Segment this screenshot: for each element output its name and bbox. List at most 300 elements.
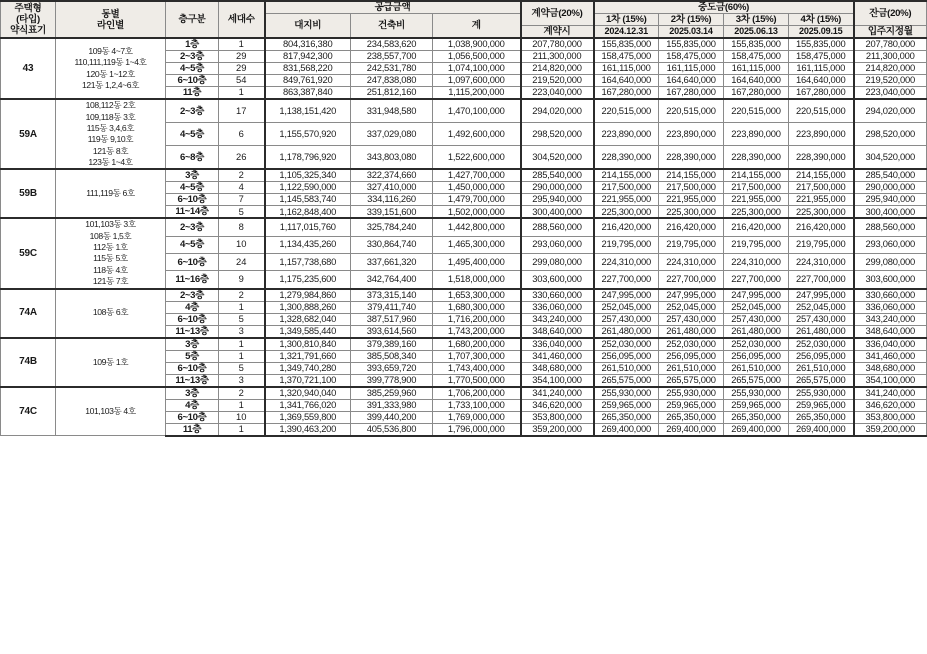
cell-interim-4: 227,700,000 [789, 271, 854, 289]
cell-building-cost: 339,151,600 [351, 206, 433, 219]
cell-interim-4: 158,475,000 [789, 51, 854, 63]
cell-supply-total: 1,770,500,000 [433, 374, 521, 387]
cell-interim-1: 220,515,000 [594, 99, 659, 123]
cell-supply-total: 1,653,300,000 [433, 289, 521, 302]
cell-unit-count: 26 [219, 146, 265, 170]
cell-contract-deposit: 330,660,000 [521, 289, 594, 302]
cell-floor-range: 6~10층 [166, 411, 219, 423]
cell-unit-count: 6 [219, 123, 265, 146]
table-row [1, 338, 927, 351]
cell-interim-3: 261,510,000 [724, 362, 789, 374]
cell-interim-4: 265,350,000 [789, 411, 854, 423]
header-unit-count: 세대수 [219, 1, 265, 38]
cell-contract-deposit: 348,680,000 [521, 362, 594, 374]
cell-interim-4: 257,430,000 [789, 313, 854, 325]
cell-interim-1: 247,995,000 [594, 289, 659, 302]
building-line-entry: 109동 1호 [92, 356, 129, 367]
cell-interim-2: 164,640,000 [659, 75, 724, 87]
cell-land-cost: 1,279,984,860 [265, 289, 351, 302]
cell-land-cost: 1,390,463,200 [265, 423, 351, 436]
table-row [1, 169, 927, 182]
cell-interim-1: 227,700,000 [594, 271, 659, 289]
cell-supply-total: 1,518,000,000 [433, 271, 521, 289]
cell-interim-3: 164,640,000 [724, 75, 789, 87]
cell-unit-count: 10 [219, 411, 265, 423]
cell-balance: 293,060,000 [854, 236, 927, 253]
cell-balance: 353,800,000 [854, 411, 927, 423]
cell-contract-deposit: 214,820,000 [521, 63, 594, 75]
cell-contract-deposit: 341,240,000 [521, 387, 594, 400]
cell-interim-2: 259,965,000 [659, 399, 724, 411]
cell-floor-range: 6~8층 [166, 146, 219, 170]
cell-unit-count: 3 [219, 325, 265, 338]
cell-building-cost: 325,784,240 [351, 218, 433, 236]
cell-interim-1: 252,045,000 [594, 301, 659, 313]
header-group-contract-deposit: 계약금(20%) [521, 1, 594, 26]
cell-interim-4: 256,095,000 [789, 350, 854, 362]
cell-interim-2: 256,095,000 [659, 350, 724, 362]
cell-land-cost: 1,117,015,760 [265, 218, 351, 236]
cell-land-cost: 1,349,585,440 [265, 325, 351, 338]
cell-interim-3: 265,575,000 [724, 374, 789, 387]
building-line-entry: 101,103동 3호 [85, 219, 136, 230]
cell-land-cost: 1,134,435,260 [265, 236, 351, 253]
cell-building-cost: 387,517,960 [351, 313, 433, 325]
cell-floor-range: 6~10층 [166, 313, 219, 325]
cell-building-lines [56, 338, 166, 387]
cell-supply-total: 1,450,000,000 [433, 182, 521, 194]
cell-balance: 359,200,000 [854, 423, 927, 436]
cell-interim-1: 155,835,000 [594, 38, 659, 51]
header-housing-type-line2: (타입) [16, 14, 40, 26]
cell-balance: 346,620,000 [854, 399, 927, 411]
building-line-entry: 111,119동 6호 [86, 188, 135, 199]
cell-interim-2: 228,390,000 [659, 146, 724, 170]
cell-interim-2: 223,890,000 [659, 123, 724, 146]
cell-interim-2: 216,420,000 [659, 218, 724, 236]
cell-supply-total: 1,796,000,000 [433, 423, 521, 436]
building-line-entry: 121동 1,2,4~6호 [81, 80, 140, 91]
cell-interim-2: 265,350,000 [659, 411, 724, 423]
cell-supply-total: 1,743,400,000 [433, 362, 521, 374]
header-contract-time: 계약시 [521, 26, 594, 39]
cell-interim-2: 220,515,000 [659, 99, 724, 123]
cell-unit-count: 24 [219, 253, 265, 270]
cell-unit-count: 29 [219, 51, 265, 63]
cell-building-cost: 373,315,140 [351, 289, 433, 302]
cell-interim-1: 224,310,000 [594, 253, 659, 270]
cell-unit-count: 5 [219, 362, 265, 374]
cell-contract-deposit: 207,780,000 [521, 38, 594, 51]
cell-interim-2: 261,480,000 [659, 325, 724, 338]
header-housing-type [1, 1, 56, 38]
cell-floor-range: 11~13층 [166, 325, 219, 338]
building-line-entry: 101,103동 4호 [85, 405, 136, 416]
building-line-entry: 118동 4호 [93, 264, 128, 275]
cell-interim-2: 225,300,000 [659, 206, 724, 219]
cell-supply-total: 1,479,700,000 [433, 194, 521, 206]
cell-building-cost: 334,116,260 [351, 194, 433, 206]
cell-interim-3: 167,280,000 [724, 87, 789, 100]
cell-land-cost: 1,341,766,020 [265, 399, 351, 411]
cell-interim-1: 167,280,000 [594, 87, 659, 100]
cell-contract-deposit: 354,100,000 [521, 374, 594, 387]
cell-interim-1: 256,095,000 [594, 350, 659, 362]
cell-interim-3: 223,890,000 [724, 123, 789, 146]
cell-housing-type: 59A [1, 99, 56, 169]
cell-interim-2: 265,575,000 [659, 374, 724, 387]
cell-interim-4: 259,965,000 [789, 399, 854, 411]
table-row [1, 38, 927, 51]
cell-housing-type: 74B [1, 338, 56, 387]
cell-unit-count: 1 [219, 38, 265, 51]
cell-contract-deposit: 285,540,000 [521, 169, 594, 182]
cell-supply-total: 1,442,800,000 [433, 218, 521, 236]
cell-balance: 207,780,000 [854, 38, 927, 51]
cell-balance: 223,040,000 [854, 87, 927, 100]
cell-interim-4: 216,420,000 [789, 218, 854, 236]
cell-unit-count: 1 [219, 301, 265, 313]
cell-interim-2: 252,030,000 [659, 338, 724, 351]
cell-interim-1: 252,030,000 [594, 338, 659, 351]
cell-building-cost: 247,838,080 [351, 75, 433, 87]
header-interim-3-date: 2025.06.13 [724, 26, 789, 39]
cell-interim-3: 256,095,000 [724, 350, 789, 362]
building-line-entry: 108동 1,5호 [89, 230, 132, 241]
cell-building-cost: 342,764,400 [351, 271, 433, 289]
cell-interim-3: 261,480,000 [724, 325, 789, 338]
cell-housing-type: 59B [1, 169, 56, 218]
cell-balance: 288,560,000 [854, 218, 927, 236]
cell-building-cost: 405,536,800 [351, 423, 433, 436]
building-line-entry: 120동 1~12호 [86, 68, 135, 79]
cell-contract-deposit: 299,080,000 [521, 253, 594, 270]
cell-unit-count: 1 [219, 423, 265, 436]
cell-supply-total: 1,502,000,000 [433, 206, 521, 219]
cell-interim-3: 247,995,000 [724, 289, 789, 302]
cell-land-cost: 1,300,810,840 [265, 338, 351, 351]
cell-balance: 354,100,000 [854, 374, 927, 387]
cell-land-cost: 1,349,740,280 [265, 362, 351, 374]
cell-floor-range: 5층 [166, 350, 219, 362]
header-floor-range: 층구분 [166, 1, 219, 38]
cell-housing-type: 74A [1, 289, 56, 338]
cell-interim-1: 261,480,000 [594, 325, 659, 338]
cell-balance: 219,520,000 [854, 75, 927, 87]
cell-land-cost: 1,157,738,680 [265, 253, 351, 270]
cell-floor-range: 4~5층 [166, 236, 219, 253]
cell-interim-4: 164,640,000 [789, 75, 854, 87]
cell-unit-count: 17 [219, 99, 265, 123]
cell-building-cost: 385,508,340 [351, 350, 433, 362]
cell-land-cost: 1,122,590,000 [265, 182, 351, 194]
cell-unit-count: 5 [219, 313, 265, 325]
cell-balance: 336,040,000 [854, 338, 927, 351]
cell-supply-total: 1,743,200,000 [433, 325, 521, 338]
cell-interim-2: 155,835,000 [659, 38, 724, 51]
cell-balance: 299,080,000 [854, 253, 927, 270]
cell-building-cost: 330,864,740 [351, 236, 433, 253]
cell-unit-count: 10 [219, 236, 265, 253]
cell-supply-total: 1,056,500,000 [433, 51, 521, 63]
cell-floor-range: 11층 [166, 87, 219, 100]
cell-land-cost: 1,138,151,420 [265, 99, 351, 123]
cell-balance: 290,000,000 [854, 182, 927, 194]
header-housing-type-line3: 약식표기 [10, 25, 46, 37]
cell-interim-4: 214,155,000 [789, 169, 854, 182]
cell-contract-deposit: 211,300,000 [521, 51, 594, 63]
cell-balance: 330,660,000 [854, 289, 927, 302]
cell-contract-deposit: 288,560,000 [521, 218, 594, 236]
cell-contract-deposit: 336,040,000 [521, 338, 594, 351]
cell-interim-1: 255,930,000 [594, 387, 659, 400]
cell-interim-4: 228,390,000 [789, 146, 854, 170]
building-line-entry: 108,112동 2호 [85, 100, 136, 111]
cell-housing-type: 59C [1, 218, 56, 288]
cell-supply-total: 1,470,100,000 [433, 99, 521, 123]
cell-interim-3: 269,400,000 [724, 423, 789, 436]
cell-interim-2: 247,995,000 [659, 289, 724, 302]
cell-interim-2: 261,510,000 [659, 362, 724, 374]
cell-contract-deposit: 293,060,000 [521, 236, 594, 253]
cell-interim-4: 224,310,000 [789, 253, 854, 270]
header-building-cost: 건축비 [351, 14, 433, 39]
cell-interim-2: 221,955,000 [659, 194, 724, 206]
table-row [1, 387, 927, 400]
cell-interim-4: 252,030,000 [789, 338, 854, 351]
cell-building-cost: 393,659,720 [351, 362, 433, 374]
cell-floor-range: 4층 [166, 399, 219, 411]
building-line-entry: 109동 4~7호 [88, 45, 133, 56]
cell-building-lines [56, 289, 166, 338]
cell-land-cost: 1,175,235,600 [265, 271, 351, 289]
cell-floor-range: 3층 [166, 169, 219, 182]
cell-interim-3: 155,835,000 [724, 38, 789, 51]
building-line-entry: 109,118동 3호 [85, 111, 136, 122]
cell-building-cost: 379,389,160 [351, 338, 433, 351]
cell-contract-deposit: 219,520,000 [521, 75, 594, 87]
cell-supply-total: 1,492,600,000 [433, 123, 521, 146]
header-building-lines-line1: 동별 [101, 8, 120, 20]
cell-interim-2: 252,045,000 [659, 301, 724, 313]
cell-interim-4: 269,400,000 [789, 423, 854, 436]
cell-unit-count: 2 [219, 387, 265, 400]
cell-building-cost: 393,614,560 [351, 325, 433, 338]
header-balance-time: 입주지정월 [854, 26, 927, 39]
cell-supply-total: 1,680,200,000 [433, 338, 521, 351]
cell-building-cost: 399,778,900 [351, 374, 433, 387]
cell-balance: 295,940,000 [854, 194, 927, 206]
cell-supply-total: 1,706,200,000 [433, 387, 521, 400]
cell-interim-1: 161,115,000 [594, 63, 659, 75]
building-line-entry: 123동 1~4호 [88, 156, 133, 167]
cell-interim-3: 228,390,000 [724, 146, 789, 170]
cell-contract-deposit: 290,000,000 [521, 182, 594, 194]
cell-housing-type: 43 [1, 38, 56, 99]
cell-balance: 303,600,000 [854, 271, 927, 289]
cell-land-cost: 1,300,888,260 [265, 301, 351, 313]
header-interim-2-date: 2025.03.14 [659, 26, 724, 39]
cell-land-cost: 817,942,300 [265, 51, 351, 63]
cell-land-cost: 831,568,220 [265, 63, 351, 75]
cell-interim-3: 216,420,000 [724, 218, 789, 236]
cell-balance: 336,060,000 [854, 301, 927, 313]
header-interim-4: 4차 (15%) [789, 14, 854, 26]
cell-supply-total: 1,522,600,000 [433, 146, 521, 170]
cell-floor-range: 4~5층 [166, 63, 219, 75]
cell-floor-range: 11층 [166, 423, 219, 436]
cell-interim-2: 167,280,000 [659, 87, 724, 100]
cell-interim-3: 158,475,000 [724, 51, 789, 63]
cell-interim-3: 161,115,000 [724, 63, 789, 75]
cell-supply-total: 1,074,100,000 [433, 63, 521, 75]
cell-interim-4: 167,280,000 [789, 87, 854, 100]
cell-interim-1: 228,390,000 [594, 146, 659, 170]
header-group-balance: 잔금(20%) [854, 1, 927, 26]
cell-interim-3: 265,350,000 [724, 411, 789, 423]
cell-building-lines [56, 99, 166, 169]
cell-supply-total: 1,495,400,000 [433, 253, 521, 270]
cell-interim-2: 219,795,000 [659, 236, 724, 253]
cell-building-cost: 234,583,620 [351, 38, 433, 51]
cell-interim-4: 261,480,000 [789, 325, 854, 338]
cell-interim-2: 217,500,000 [659, 182, 724, 194]
cell-interim-4: 161,115,000 [789, 63, 854, 75]
cell-floor-range: 11~16층 [166, 271, 219, 289]
cell-building-cost: 251,812,160 [351, 87, 433, 100]
cell-unit-count: 29 [219, 63, 265, 75]
cell-land-cost: 1,145,583,740 [265, 194, 351, 206]
cell-interim-2: 224,310,000 [659, 253, 724, 270]
cell-interim-1: 259,965,000 [594, 399, 659, 411]
cell-interim-4: 225,300,000 [789, 206, 854, 219]
cell-interim-1: 265,350,000 [594, 411, 659, 423]
cell-contract-deposit: 304,520,000 [521, 146, 594, 170]
cell-interim-3: 217,500,000 [724, 182, 789, 194]
cell-supply-total: 1,115,200,000 [433, 87, 521, 100]
cell-building-cost: 238,557,700 [351, 51, 433, 63]
cell-interim-3: 255,930,000 [724, 387, 789, 400]
building-line-entry: 119동 9,10호 [87, 134, 134, 145]
cell-interim-4: 221,955,000 [789, 194, 854, 206]
cell-unit-count: 3 [219, 374, 265, 387]
cell-interim-1: 225,300,000 [594, 206, 659, 219]
cell-floor-range: 2~3층 [166, 51, 219, 63]
cell-housing-type: 74C [1, 387, 56, 436]
cell-interim-1: 214,155,000 [594, 169, 659, 182]
header-interim-1: 1차 (15%) [594, 14, 659, 26]
cell-building-cost: 391,333,980 [351, 399, 433, 411]
cell-floor-range: 2~3층 [166, 218, 219, 236]
building-line-entry: 115동 3,4,6호 [86, 122, 135, 133]
cell-interim-4: 255,930,000 [789, 387, 854, 400]
cell-interim-1: 164,640,000 [594, 75, 659, 87]
cell-unit-count: 1 [219, 87, 265, 100]
cell-unit-count: 2 [219, 169, 265, 182]
cell-interim-1: 269,400,000 [594, 423, 659, 436]
cell-building-cost: 331,948,580 [351, 99, 433, 123]
cell-contract-deposit: 300,400,000 [521, 206, 594, 219]
cell-floor-range: 4~5층 [166, 182, 219, 194]
cell-floor-range: 4층 [166, 301, 219, 313]
cell-land-cost: 1,369,559,800 [265, 411, 351, 423]
cell-unit-count: 9 [219, 271, 265, 289]
cell-interim-1: 257,430,000 [594, 313, 659, 325]
cell-interim-4: 217,500,000 [789, 182, 854, 194]
cell-building-cost: 242,531,780 [351, 63, 433, 75]
cell-contract-deposit: 346,620,000 [521, 399, 594, 411]
table-row [1, 99, 927, 123]
cell-interim-1: 216,420,000 [594, 218, 659, 236]
cell-interim-3: 221,955,000 [724, 194, 789, 206]
cell-contract-deposit: 353,800,000 [521, 411, 594, 423]
cell-balance: 348,680,000 [854, 362, 927, 374]
cell-supply-total: 1,038,900,000 [433, 38, 521, 51]
cell-floor-range: 11~14층 [166, 206, 219, 219]
cell-land-cost: 1,320,940,040 [265, 387, 351, 400]
cell-floor-range: 3층 [166, 387, 219, 400]
cell-interim-1: 223,890,000 [594, 123, 659, 146]
cell-balance: 341,460,000 [854, 350, 927, 362]
cell-floor-range: 2~3층 [166, 99, 219, 123]
cell-building-cost: 399,440,200 [351, 411, 433, 423]
cell-balance: 300,400,000 [854, 206, 927, 219]
cell-balance: 294,020,000 [854, 99, 927, 123]
cell-floor-range: 6~10층 [166, 362, 219, 374]
table-header [1, 1, 927, 38]
cell-supply-total: 1,733,100,000 [433, 399, 521, 411]
cell-floor-range: 6~10층 [166, 75, 219, 87]
header-group-supply-amount: 공급금액 [265, 1, 521, 14]
cell-unit-count: 1 [219, 338, 265, 351]
cell-interim-3: 220,515,000 [724, 99, 789, 123]
cell-interim-3: 214,155,000 [724, 169, 789, 182]
cell-land-cost: 1,328,682,040 [265, 313, 351, 325]
cell-unit-count: 54 [219, 75, 265, 87]
cell-land-cost: 1,155,570,920 [265, 123, 351, 146]
cell-contract-deposit: 343,240,000 [521, 313, 594, 325]
cell-contract-deposit: 298,520,000 [521, 123, 594, 146]
cell-balance: 214,820,000 [854, 63, 927, 75]
cell-interim-4: 219,795,000 [789, 236, 854, 253]
cell-contract-deposit: 336,060,000 [521, 301, 594, 313]
cell-supply-total: 1,707,300,000 [433, 350, 521, 362]
cell-land-cost: 1,162,848,400 [265, 206, 351, 219]
cell-interim-4: 223,890,000 [789, 123, 854, 146]
cell-supply-total: 1,680,300,000 [433, 301, 521, 313]
cell-interim-1: 217,500,000 [594, 182, 659, 194]
table-row [1, 289, 927, 302]
cell-balance: 341,240,000 [854, 387, 927, 400]
cell-contract-deposit: 348,640,000 [521, 325, 594, 338]
cell-balance: 298,520,000 [854, 123, 927, 146]
cell-unit-count: 1 [219, 350, 265, 362]
cell-floor-range: 4~5층 [166, 123, 219, 146]
cell-interim-2: 214,155,000 [659, 169, 724, 182]
cell-interim-4: 261,510,000 [789, 362, 854, 374]
cell-interim-3: 252,045,000 [724, 301, 789, 313]
cell-contract-deposit: 359,200,000 [521, 423, 594, 436]
cell-interim-4: 155,835,000 [789, 38, 854, 51]
cell-land-cost: 863,387,840 [265, 87, 351, 100]
building-line-entry: 121동 7호 [92, 276, 129, 287]
cell-interim-3: 259,965,000 [724, 399, 789, 411]
header-building-lines-line2: 라인별 [97, 19, 124, 31]
cell-building-cost: 337,029,080 [351, 123, 433, 146]
cell-balance: 304,520,000 [854, 146, 927, 170]
cell-contract-deposit: 303,600,000 [521, 271, 594, 289]
cell-unit-count: 7 [219, 194, 265, 206]
